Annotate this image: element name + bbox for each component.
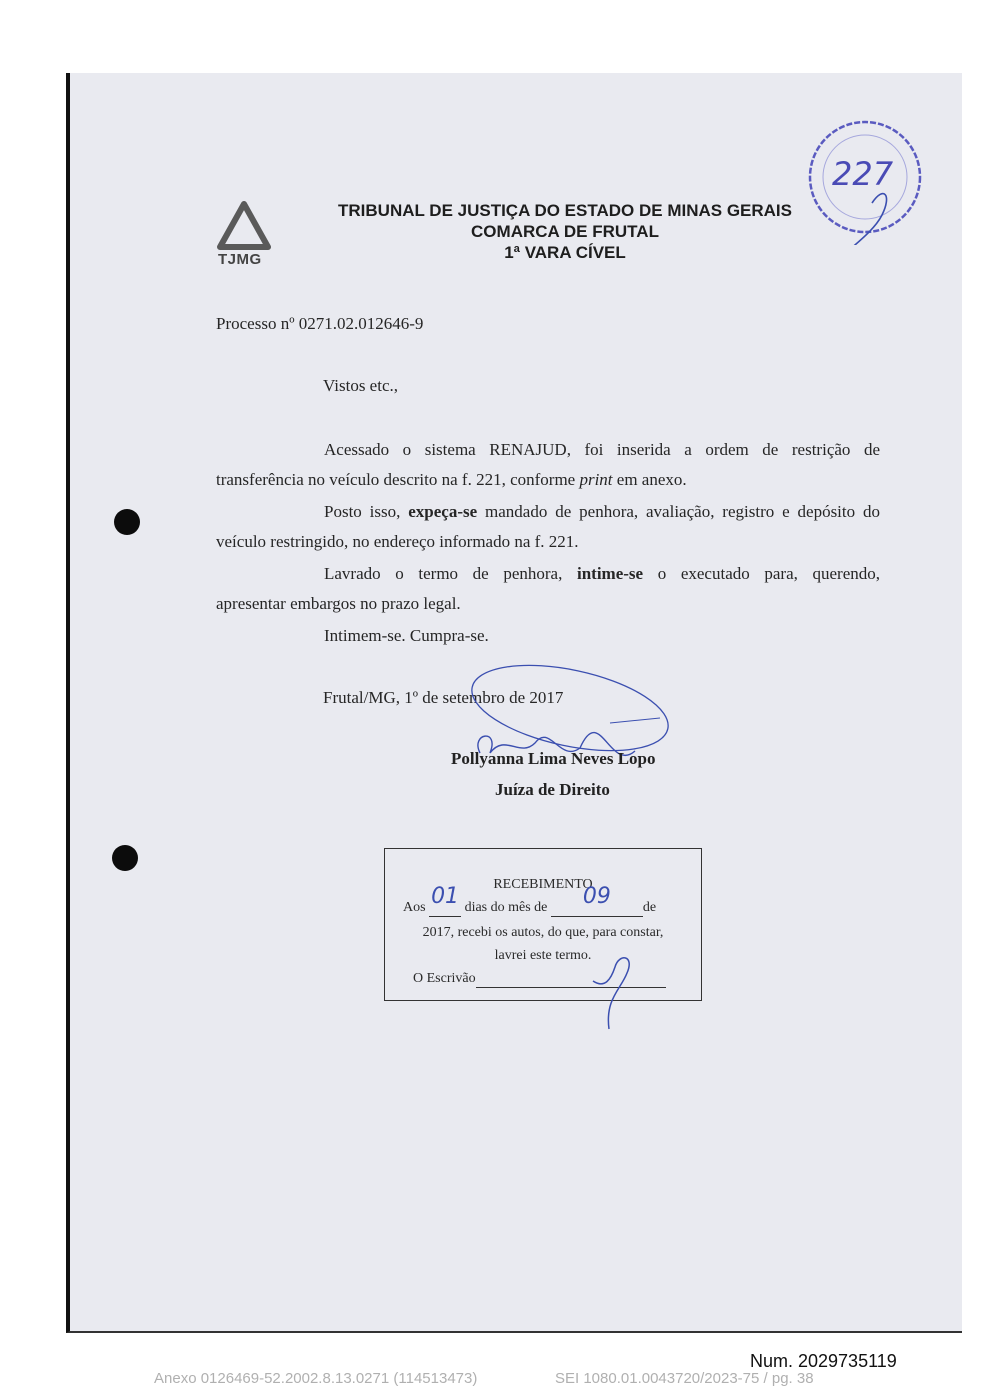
p3-bold: intime-se	[576, 564, 644, 583]
p2-text-1: Posto isso,	[324, 502, 409, 521]
greeting: Vistos etc.,	[323, 376, 398, 395]
receipt-box	[384, 848, 702, 1001]
paragraph-1-line-2	[216, 465, 880, 495]
paragraph-3-line-1	[216, 559, 880, 589]
process-number: Processo nº 0271.02.012646-9	[216, 314, 424, 333]
signer-name: Pollyanna Lima Neves Lopo	[451, 749, 656, 768]
p2-bold: expeça-se	[408, 502, 478, 521]
footer-sei: SEI 1080.01.0043720/2023-75 / pg. 38	[555, 1370, 814, 1387]
court-header	[310, 200, 820, 263]
paragraph-1-line-1	[216, 435, 880, 465]
p1-print-word: print	[579, 470, 613, 489]
p3-text-2: o executado para, querendo,	[643, 564, 880, 583]
receipt-month: 09	[582, 884, 611, 909]
logo-text: TJMG	[218, 251, 262, 268]
document-number: Num. 2029735119	[750, 1351, 897, 1371]
paragraph-4	[216, 621, 880, 651]
receipt-month-blank	[551, 884, 643, 917]
page-stamp	[802, 115, 928, 245]
tjmg-logo	[216, 201, 272, 271]
header-line-vara: 1ª VARA CÍVEL	[504, 243, 626, 262]
receipt-line-2: 2017, recebi os autos, do que, para constar,	[422, 925, 664, 940]
punch-hole-bottom	[112, 845, 138, 871]
p4-text: Intimem-se. Cumpra-se.	[324, 626, 489, 645]
receipt-day-blank	[429, 884, 461, 917]
receipt-aos: Aos	[403, 900, 426, 915]
header-line-court: TRIBUNAL DE JUSTIÇA DO ESTADO DE MINAS GERAIS	[338, 201, 792, 220]
header-line-comarca: COMARCA DE FRUTAL	[471, 222, 659, 241]
receipt-de: de	[642, 900, 657, 915]
receipt-title: RECEBIMENTO	[493, 877, 593, 892]
receipt-dias-text: dias do mês de	[464, 900, 548, 915]
receipt-day: 01	[431, 884, 460, 909]
punch-hole-top	[114, 509, 140, 535]
p2-text-2: mandado de penhora, avaliação, registro e depósito do	[477, 502, 881, 521]
document-page	[66, 73, 962, 1333]
paragraph-2-line-2: veículo restringido, no endereço informado na f. 221.	[216, 532, 579, 551]
stamp-page-number: 227	[832, 155, 894, 193]
signer-title: Juíza de Direito	[495, 780, 610, 799]
clerk-signature-icon	[585, 949, 645, 1039]
triangle-logo-icon	[216, 201, 272, 251]
p1-text-2: transferência no veículo descrito na f. 221, conforme	[216, 470, 580, 489]
footer-annex: Anexo 0126469-52.2002.8.13.0271 (114513473)	[154, 1370, 478, 1387]
p1-text-3: em anexo.	[612, 470, 687, 489]
receipt-line-3: lavrei este termo.	[494, 948, 592, 963]
decision-body	[216, 435, 880, 651]
date-line: Frutal/MG, 1º de setembro de 2017	[323, 688, 564, 707]
paragraph-2-line-1	[216, 497, 880, 527]
p1-text-1: Acessado o sistema RENAJUD, foi inserida a ordem de restrição de	[324, 440, 880, 459]
receipt-escrivao: O Escrivão	[413, 971, 476, 986]
paragraph-3-line-2: apresentar embargos no prazo legal.	[216, 594, 461, 613]
p3-text-1: Lavrado o termo de penhora,	[324, 564, 577, 583]
